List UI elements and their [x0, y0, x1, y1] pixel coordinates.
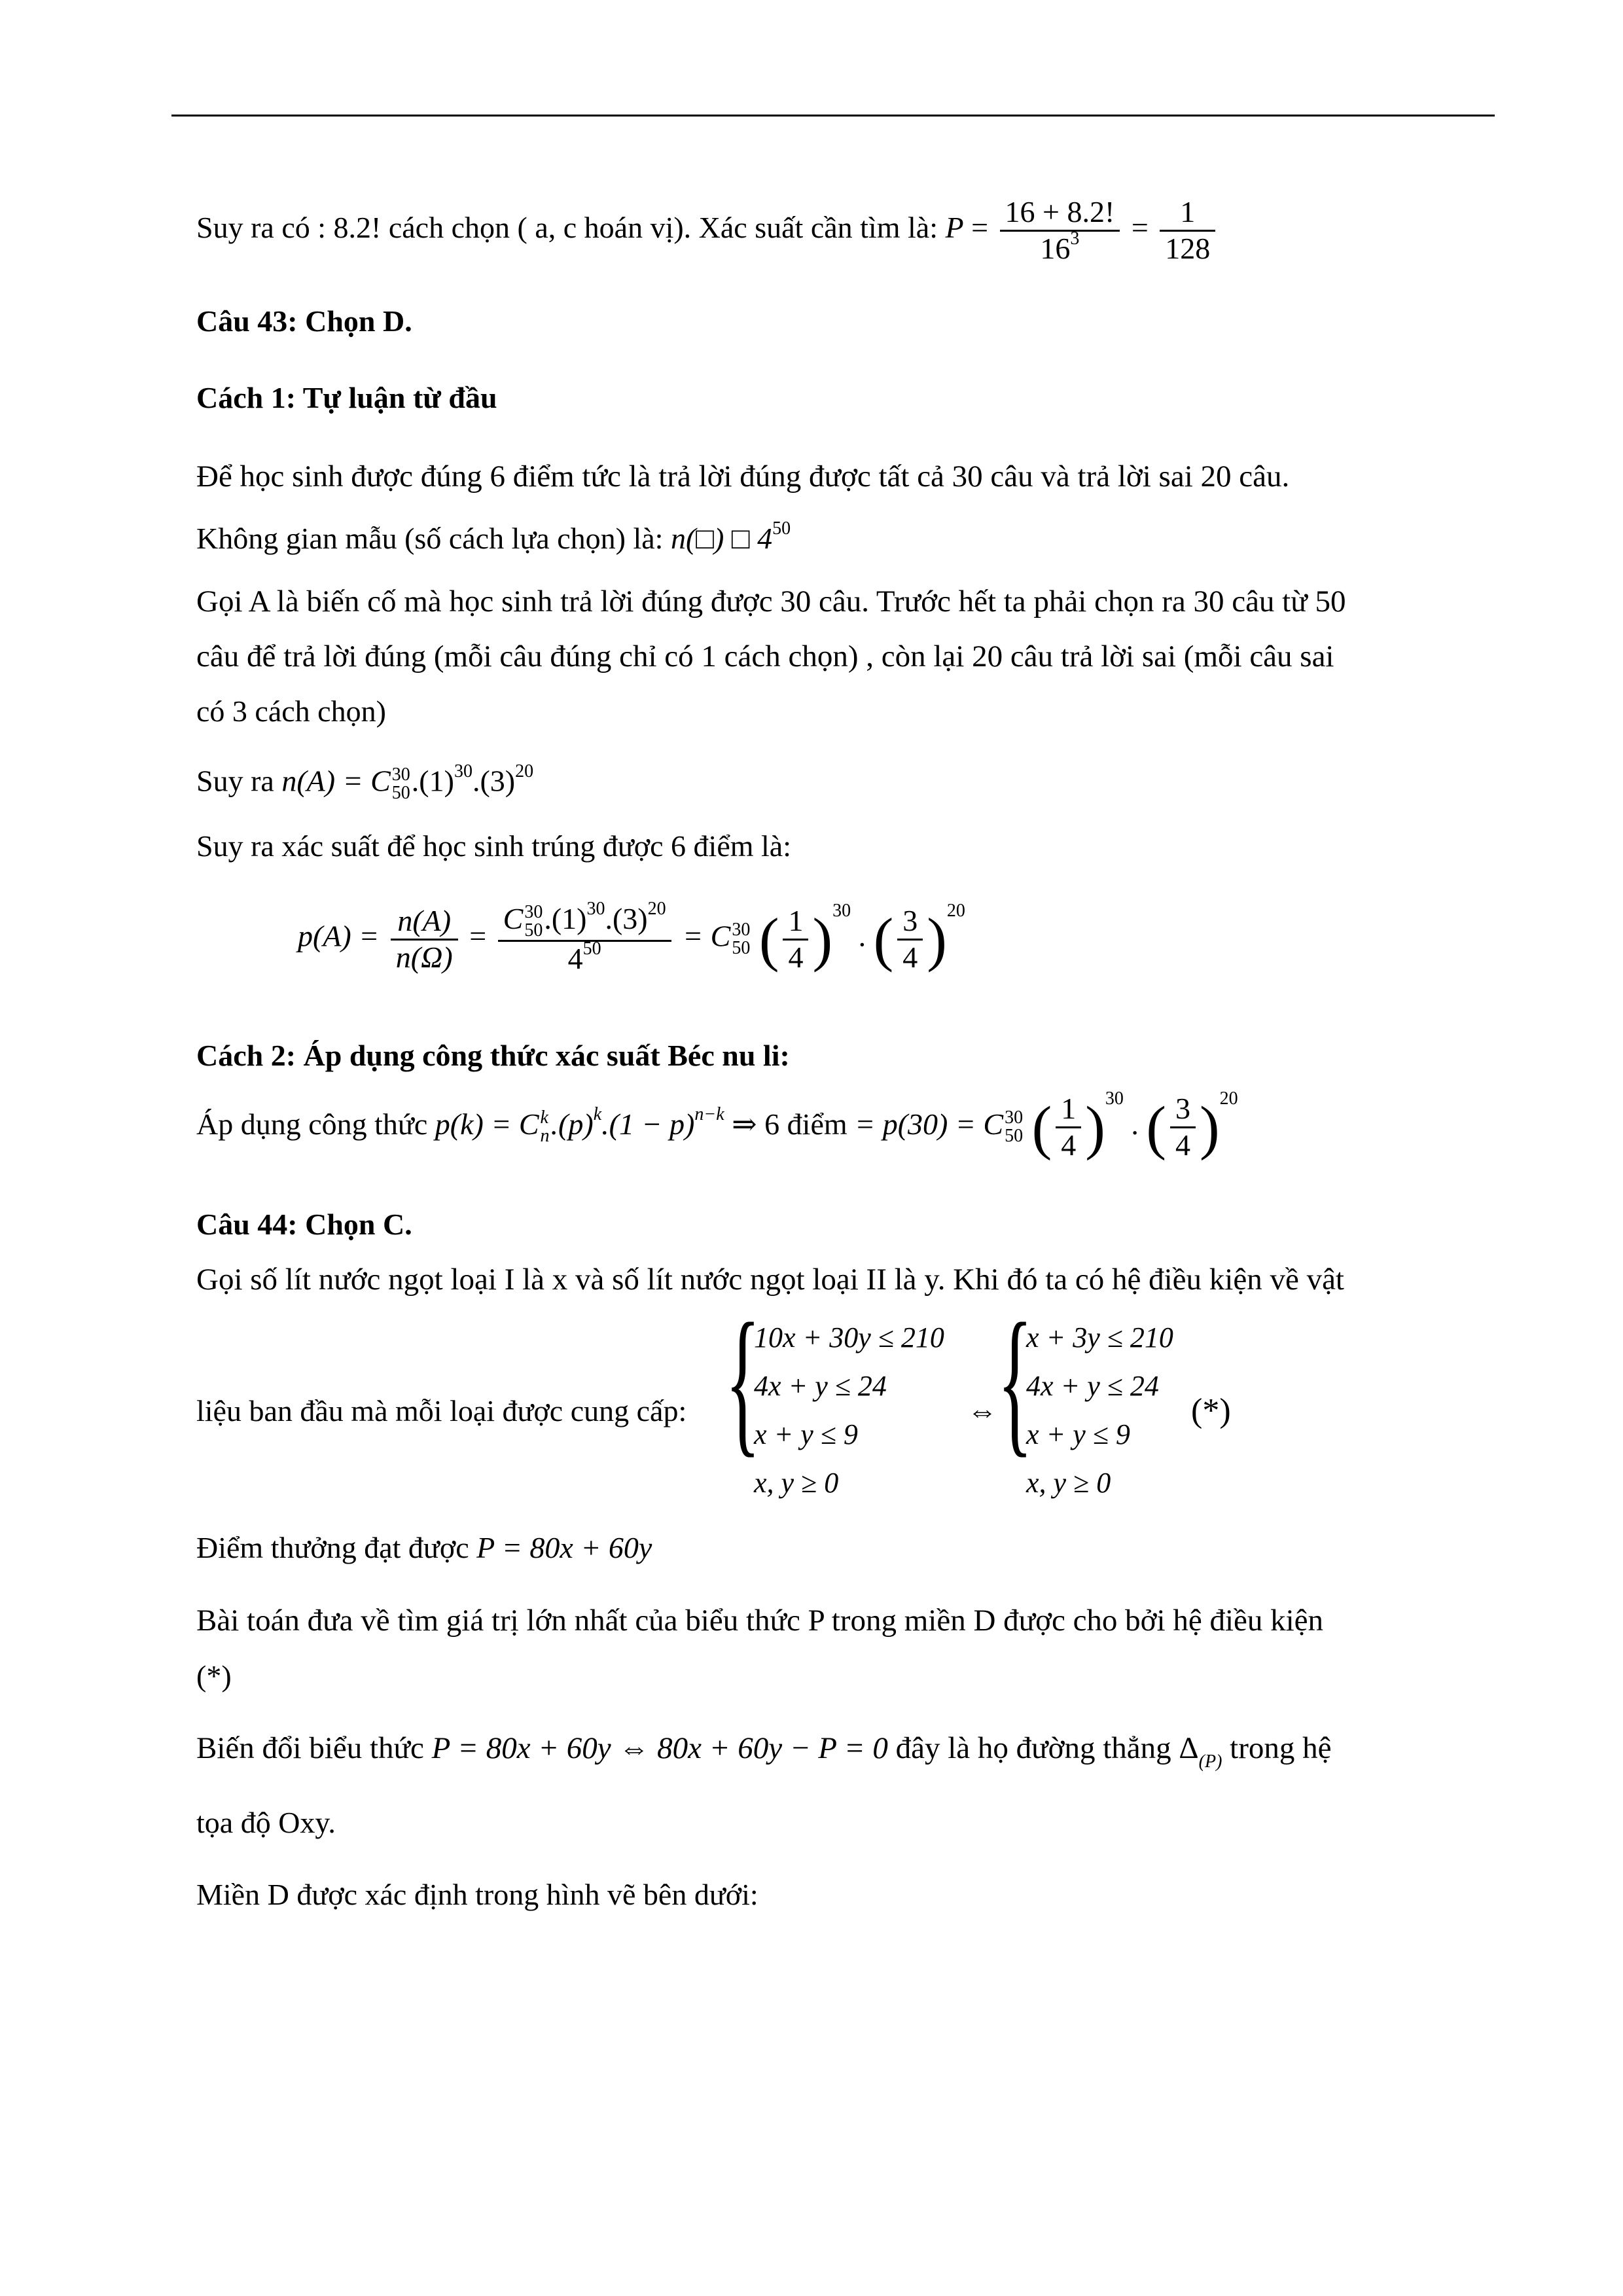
paragraph-4-line-2: (*) — [196, 1659, 232, 1693]
ineq-left-1: 10x + 30y ≤ 210 — [754, 1321, 944, 1354]
probability-formula — [298, 899, 965, 977]
bern-h1-num: 1 — [1056, 1092, 1081, 1128]
brace-right-system: { — [997, 1290, 1033, 1471]
cach-1-heading: Cách 1: Tự luận từ đầu — [196, 381, 497, 414]
bern-h2-den: 4 — [1175, 1128, 1190, 1162]
ineq-right-1: x + 3y ≤ 210 — [1026, 1321, 1173, 1354]
ineq-right-2: 4x + y ≤ 24 — [1026, 1370, 1159, 1402]
bern-h1-den: 4 — [1061, 1128, 1077, 1162]
bern-paren-open-2: ( — [1146, 1094, 1166, 1161]
suyra1-mid2: .(3) — [472, 764, 516, 798]
paragraph-4-line-1: Bài toán đưa về tìm giá trị lớn nhất của biểu thức P trong miền D được cho bởi hệ điều kiện — [196, 1604, 1324, 1638]
brace-left-system: { — [725, 1290, 760, 1471]
bern-c2-sup: 30 — [1005, 1107, 1024, 1128]
equivalence-symbol: ⇔ — [967, 1394, 997, 1427]
equals-2: = — [1131, 210, 1149, 244]
prob-lhs: p(A) = — [298, 919, 380, 953]
suyra1-exp1: 30 — [454, 761, 473, 781]
paren-close-1: ) — [812, 906, 833, 973]
frac2-den: 128 — [1165, 231, 1211, 265]
header-rule — [171, 115, 1495, 117]
prob-fraction-2 — [498, 899, 671, 977]
bern-pk: p(k) = C — [435, 1107, 539, 1141]
suyra1-c-sup: 30 — [391, 764, 410, 785]
coordinate-line: tọa độ Oxy. — [196, 1806, 336, 1839]
prob-g-rest2: .(3) — [605, 902, 648, 935]
ineq-right-3: x + y ≤ 9 — [1026, 1418, 1130, 1450]
bernoulli-formula — [196, 1088, 1238, 1163]
paren-open-2: ( — [873, 906, 894, 973]
bern-arrow: ⇒ 6 điểm — [732, 1107, 847, 1141]
bern-c2-sub: 50 — [1005, 1126, 1024, 1147]
paragraph-2-line-1: Gọi A là biến cố mà học sinh trả lời đúng được 30 câu. Trước hết ta phải chọn ra 30 câu từ 50 — [196, 584, 1346, 619]
transform-line — [196, 1731, 1332, 1772]
prob-eq: = — [469, 919, 487, 953]
prob-c-sup: 30 — [732, 920, 751, 941]
sample-space-exp: 50 — [772, 518, 791, 539]
bern-h1-exp: 30 — [1105, 1088, 1124, 1109]
prob-h2-exp: 20 — [946, 900, 965, 921]
suyra1-c-sub: 50 — [391, 783, 410, 803]
bern-exp-k: k — [593, 1103, 602, 1124]
ineq-left-2: 4x + y ≤ 24 — [754, 1370, 887, 1402]
paragraph-3: Gọi số lít nước ngọt loại I là x và số lít nước ngọt loại II là y. Khi đó ta có hệ điều kiện về vật — [196, 1263, 1344, 1297]
prob-h2-den: 4 — [902, 940, 918, 974]
line-suy-ra-82 — [196, 195, 1219, 266]
bern-h1 — [1056, 1092, 1081, 1163]
frac2-num: 1 — [1160, 195, 1215, 232]
prob-fraction-1 — [391, 904, 458, 975]
paragraph-1: Để học sinh được đúng 6 điểm tức là trả lời đúng được tất cả 30 câu và trả lời sai 20 câu. — [196, 459, 1290, 493]
prob-g-exp1: 30 — [586, 899, 605, 919]
score-line — [196, 1533, 652, 1563]
fraction-2 — [1160, 195, 1215, 266]
bern-c2-indices — [1005, 1109, 1023, 1145]
suyra1-exp2: 20 — [515, 761, 534, 781]
transform-text2: đây là họ đường thẳng — [895, 1731, 1171, 1765]
ineq-left-3: x + y ≤ 9 — [754, 1418, 858, 1450]
suy-ra-na-line — [196, 761, 534, 803]
prob-dot: . — [858, 919, 866, 953]
score-formula: P = 80x + 60y — [476, 1531, 652, 1564]
sample-space-formula: n(□) □ 4 — [670, 522, 773, 555]
prob-f-num: n(A) — [391, 904, 458, 941]
prob-g-num — [498, 899, 671, 942]
paren-open-1: ( — [758, 906, 779, 973]
ineq-right-4: x, y ≥ 0 — [1026, 1467, 1111, 1499]
suyra1-c-indices — [392, 766, 410, 802]
prob-g-den — [498, 939, 671, 977]
sample-space-line — [196, 518, 791, 555]
suyra1-lhs: n(A) = C — [281, 764, 391, 798]
sample-space-text: Không gian mẫu (số cách lựa chọn) là: — [196, 522, 664, 555]
prob-h1-num: 1 — [783, 904, 808, 941]
question-43-heading: Câu 43: Chọn D. — [196, 304, 412, 338]
paragraph-2-line-2: câu để trả lời đúng (mỗi câu đúng chỉ có 1 cách chọn) , còn lại 20 câu trả lời sai (mỗi câu sai — [196, 639, 1334, 673]
ineq-left-4: x, y ≥ 0 — [754, 1467, 839, 1499]
prob-h1-exp: 30 — [832, 900, 851, 921]
frac1-den-base: 16 — [1040, 231, 1071, 265]
prob-c-sub: 50 — [732, 938, 751, 959]
prob-g-den-base: 4 — [567, 942, 583, 976]
suy-ra-probability-line: Suy ra xác suất để học sinh trúng được 6 điểm là: — [196, 829, 791, 863]
suyra1-mid: .(1) — [411, 764, 454, 798]
bern-paren-close-2: ) — [1200, 1094, 1220, 1161]
prob-g-indices — [524, 903, 543, 940]
prob-g-rest: .(1) — [544, 902, 587, 935]
system-left — [754, 1314, 944, 1507]
bern-rest1: .(p) — [550, 1107, 594, 1141]
score-text: Điểm thưởng đạt được — [196, 1531, 469, 1564]
frac1-den — [1000, 228, 1120, 266]
prob-c-indices — [732, 921, 750, 958]
bern-rest2: .(1 − p) — [601, 1107, 695, 1141]
region-line: Miền D được xác định trong hình vẽ bên dưới: — [196, 1878, 758, 1911]
line1-text: Suy ra có : 8.2! cách chọn ( a, c hoán vị). Xác suất cần tìm là: — [196, 210, 938, 244]
transform-text3: trong hệ — [1230, 1731, 1332, 1765]
system-intro: liệu ban đầu mà mỗi loại được cung cấp: — [196, 1394, 687, 1427]
bern-paren-open-1: ( — [1031, 1094, 1052, 1161]
bern-c-indices — [541, 1109, 550, 1145]
prob-g-sub: 50 — [524, 920, 543, 941]
prob-eq2: = C — [683, 919, 731, 953]
bern-paren-close-1: ) — [1085, 1094, 1105, 1161]
transform-formula: P = 80x + 60y ⇔ 80x + 60y − P = 0 — [431, 1731, 888, 1765]
bern-h2-exp: 20 — [1219, 1088, 1238, 1109]
prob-g-exp2: 20 — [647, 899, 666, 919]
bern-exp-nk: n−k — [694, 1103, 724, 1124]
system-tag: (*) — [1191, 1392, 1231, 1429]
p-symbol: P — [945, 210, 964, 244]
bern-n-sub: n — [540, 1126, 550, 1147]
frac1-num: 16 + 8.2! — [1000, 195, 1120, 232]
paragraph-2-line-3: có 3 cách chọn) — [196, 694, 386, 728]
cach-2-heading: Cách 2: Áp dụng công thức xác suất Béc nu li: — [196, 1039, 790, 1072]
prob-h2-num: 3 — [897, 904, 923, 941]
delta-symbol: Δ — [1179, 1731, 1199, 1765]
prob-h1-den: 4 — [788, 940, 804, 974]
prob-g-sup: 30 — [524, 902, 543, 923]
prob-g-den-exp: 50 — [582, 939, 601, 960]
prob-g-c: C — [503, 902, 524, 935]
delta-sub: (P) — [1198, 1751, 1222, 1772]
bern-k-sup: k — [540, 1107, 548, 1128]
bern-eq: = p(30) = C — [855, 1107, 1004, 1141]
prob-f-den: n(Ω) — [395, 940, 453, 974]
frac1-den-exp: 3 — [1070, 228, 1080, 249]
prob-h2 — [897, 904, 923, 975]
bern-dot: . — [1131, 1107, 1139, 1141]
equals: = — [971, 210, 989, 244]
fraction-1 — [1000, 195, 1120, 266]
bern-text: Áp dụng công thức — [196, 1107, 428, 1141]
paren-close-2: ) — [927, 906, 947, 973]
system-right — [1026, 1314, 1173, 1507]
question-44-heading: Câu 44: Chọn C. — [196, 1208, 412, 1241]
bern-h2 — [1170, 1092, 1196, 1163]
bern-h2-num: 3 — [1170, 1092, 1196, 1128]
suyra1-text: Suy ra — [196, 764, 274, 798]
transform-text: Biến đổi biểu thức — [196, 1731, 424, 1765]
prob-h1 — [783, 904, 808, 975]
